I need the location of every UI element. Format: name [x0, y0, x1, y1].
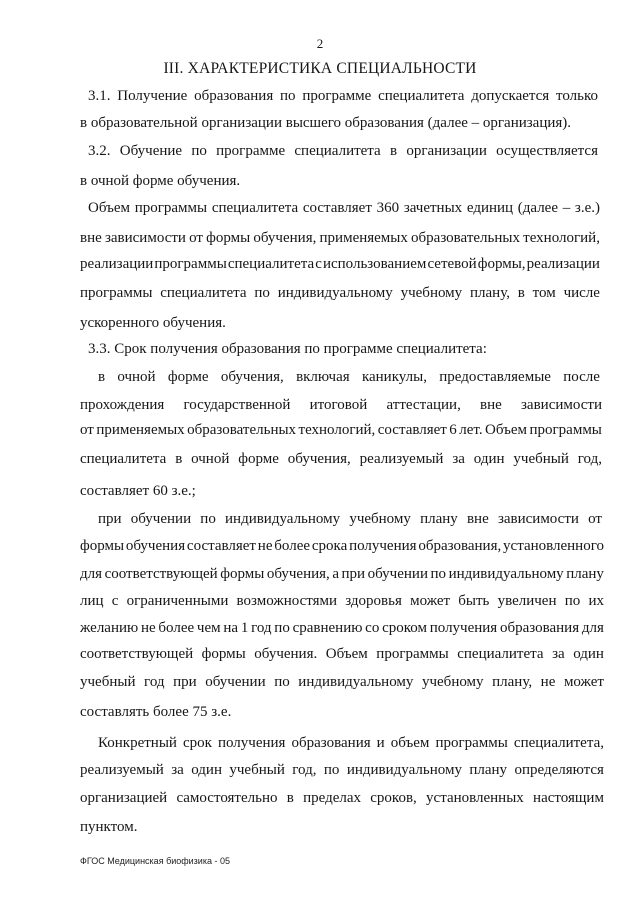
- word: организацией: [80, 790, 168, 806]
- word: образовательных: [411, 230, 520, 246]
- word: здоровья: [345, 593, 402, 609]
- word: зависимости: [104, 230, 186, 246]
- word: том: [532, 285, 556, 301]
- word: образовательных: [187, 422, 297, 438]
- text-line: пунктом.: [80, 819, 138, 835]
- word: 360: [376, 200, 400, 216]
- word: плану: [420, 511, 458, 527]
- word: со: [365, 620, 380, 636]
- page-number: 2: [316, 36, 324, 51]
- word: очной: [191, 451, 230, 467]
- word: учебный: [80, 674, 136, 690]
- word: плану,: [470, 285, 510, 301]
- word: по: [280, 88, 296, 104]
- word: 1: [240, 620, 249, 636]
- word: сроков,: [370, 790, 417, 806]
- word: соответствующей: [104, 566, 218, 582]
- word: срока: [311, 538, 348, 554]
- word: возможностями: [236, 593, 338, 609]
- word: программы: [134, 200, 208, 216]
- word: не: [540, 674, 556, 690]
- word: Объем: [485, 422, 528, 438]
- word: по: [274, 620, 290, 636]
- word: вне: [466, 511, 489, 527]
- word: программы: [80, 285, 153, 301]
- text-line: [80, 790, 604, 807]
- text-line: [80, 538, 604, 555]
- word: образования: [291, 735, 371, 751]
- word: за: [552, 646, 565, 662]
- word: от: [588, 511, 602, 527]
- text-line: [80, 422, 602, 439]
- word: реализации: [80, 256, 154, 272]
- word: специалитета: [294, 143, 381, 159]
- word: применяемых: [319, 230, 408, 246]
- word: технологий,: [523, 230, 600, 246]
- word: предоставляемые: [439, 369, 551, 385]
- word: один: [191, 762, 222, 778]
- word: более: [274, 538, 311, 554]
- word: быть: [458, 593, 490, 609]
- word: включая: [296, 369, 350, 385]
- word: не: [140, 620, 156, 636]
- word: Получение: [117, 88, 188, 104]
- word: 3.1.: [88, 88, 111, 104]
- word: зачетных: [403, 200, 463, 216]
- word: Объем: [88, 200, 130, 216]
- word: 3.2.: [88, 143, 111, 159]
- text-line: [80, 674, 604, 691]
- word: реализации: [526, 256, 600, 272]
- word: программе: [216, 143, 286, 159]
- word: каникулы,: [361, 369, 427, 385]
- word: учебный: [229, 762, 285, 778]
- word: ограниченными: [126, 593, 229, 609]
- word: учебный: [513, 451, 569, 467]
- word: на: [223, 620, 239, 636]
- word: допускается: [471, 88, 550, 104]
- word: лиц: [80, 593, 104, 609]
- word: специалитета: [160, 285, 247, 301]
- word: соответствующей: [80, 646, 194, 662]
- text-line: 3.3. Срок получения образования по программе специалитета:: [88, 341, 487, 357]
- text-line: [80, 566, 604, 583]
- word: сравнению: [292, 620, 363, 636]
- word: обучения,: [253, 230, 317, 246]
- word: образования: [499, 620, 580, 636]
- word: желанию: [80, 620, 139, 636]
- word: обучения,: [266, 566, 330, 582]
- word: формы: [206, 230, 251, 246]
- text-line: [80, 230, 600, 247]
- word: по: [564, 593, 581, 609]
- word: по: [254, 285, 270, 301]
- word: лет.: [459, 422, 483, 438]
- word: Конкретный: [98, 735, 177, 751]
- text-line: [88, 143, 598, 160]
- word: составляет: [302, 200, 372, 216]
- word: индивидуальному: [448, 566, 564, 582]
- word: индивидуальному: [346, 762, 462, 778]
- text-line: [88, 88, 598, 105]
- word: год: [251, 620, 272, 636]
- word: с: [111, 593, 119, 609]
- document-footer: ФГОС Медицинская биофизика - 05: [80, 856, 230, 866]
- word: самостоятельно: [176, 790, 278, 806]
- word: по: [274, 674, 290, 690]
- word: один: [473, 451, 505, 467]
- word: срок: [182, 735, 212, 751]
- word: настоящим: [533, 790, 604, 806]
- word: от: [189, 230, 203, 246]
- word: установленных: [426, 790, 524, 806]
- word: определяются: [514, 762, 604, 778]
- word: обучении: [205, 674, 266, 690]
- word: один: [573, 646, 604, 662]
- word: при: [98, 511, 122, 527]
- word: специалитета,: [513, 735, 604, 751]
- word: по: [200, 511, 216, 527]
- word: может: [410, 593, 451, 609]
- text-line: составляет 60 з.е.;: [80, 483, 196, 499]
- word: год: [144, 674, 165, 690]
- word: год,: [577, 451, 602, 467]
- word: итоговой: [309, 397, 368, 413]
- word: образования: [194, 88, 274, 104]
- text-line: [98, 735, 604, 752]
- word: при: [173, 674, 197, 690]
- word: получения: [349, 538, 417, 554]
- text-line: в очной форме обучения.: [80, 173, 241, 189]
- word: вне: [480, 397, 502, 413]
- word: образования,: [418, 538, 502, 554]
- word: форме: [167, 369, 209, 385]
- word: программы: [529, 422, 602, 438]
- word: получения: [429, 620, 498, 636]
- word: для: [581, 620, 604, 636]
- word: с: [315, 256, 322, 272]
- word: 6: [449, 422, 457, 438]
- text-line: [98, 511, 602, 528]
- word: учебному: [349, 511, 411, 527]
- word: специалитета: [211, 200, 299, 216]
- word: их: [588, 593, 604, 609]
- word: в: [286, 790, 294, 806]
- word: использованием: [322, 256, 427, 272]
- word: программы: [435, 735, 508, 751]
- word: применяемых: [96, 422, 185, 438]
- text-line: [80, 620, 604, 637]
- word: учебному: [400, 285, 463, 301]
- word: сетевой: [427, 256, 477, 272]
- word: по: [323, 762, 340, 778]
- word: обучения: [125, 538, 186, 554]
- word: обучения,: [287, 451, 351, 467]
- text-line: в образовательной организации высшего образования (далее – организация).: [80, 115, 572, 131]
- word: учебному: [421, 674, 484, 690]
- word: зависимости: [497, 511, 579, 527]
- word: форме: [238, 451, 279, 467]
- word: формы: [220, 566, 265, 582]
- word: при: [341, 566, 366, 582]
- word: за: [452, 451, 465, 467]
- text-line: [98, 369, 600, 386]
- word: обучения,: [220, 369, 284, 385]
- word: организации: [406, 143, 487, 159]
- text-line: [80, 646, 604, 663]
- word: единиц: [466, 200, 514, 216]
- word: по: [430, 566, 447, 582]
- word: специалитета: [227, 256, 315, 272]
- word: более: [158, 620, 195, 636]
- word: осуществляется: [496, 143, 598, 159]
- word: формы: [80, 538, 125, 554]
- word: прохождения: [80, 397, 165, 413]
- word: составляет: [186, 538, 256, 554]
- text-line: [80, 762, 604, 779]
- word: а: [332, 566, 339, 582]
- word: чем: [196, 620, 221, 636]
- word: зависимости: [521, 397, 602, 413]
- word: плану: [469, 762, 508, 778]
- word: формы: [201, 646, 246, 662]
- word: в: [98, 369, 106, 385]
- word: по: [191, 143, 207, 159]
- word: технологий,: [298, 422, 376, 438]
- word: очной: [117, 369, 156, 385]
- word: индивидуальному: [225, 511, 341, 527]
- word: государственной: [183, 397, 291, 413]
- text-line: составлять более 75 з.е.: [80, 704, 232, 720]
- word: обучения.: [254, 646, 318, 662]
- word: может: [563, 674, 604, 690]
- word: получения: [217, 735, 286, 751]
- word: з.е.): [574, 200, 600, 216]
- word: установленного: [503, 538, 604, 554]
- word: обучении: [130, 511, 192, 527]
- word: не: [257, 538, 273, 554]
- word: –: [562, 200, 571, 216]
- word: в: [389, 143, 398, 159]
- word: Обучение: [119, 143, 183, 159]
- word: объем: [390, 735, 430, 751]
- word: реализуемый: [80, 762, 164, 778]
- word: (далее: [517, 200, 558, 216]
- word: пределах: [303, 790, 362, 806]
- word: специалитета: [378, 88, 465, 104]
- text-line: [80, 397, 602, 414]
- word: и: [376, 735, 385, 751]
- word: индивидуальному: [298, 674, 414, 690]
- word: обучении: [367, 566, 428, 582]
- word: составляет: [377, 422, 447, 438]
- word: увеличен: [497, 593, 557, 609]
- text-line: [80, 593, 604, 610]
- word: для: [80, 566, 103, 582]
- word: только: [555, 88, 598, 104]
- word: программы: [376, 646, 449, 662]
- word: формы,: [477, 256, 526, 272]
- text-line: [80, 451, 602, 468]
- text-line: ускоренного обучения.: [80, 315, 226, 331]
- word: специалитета: [80, 451, 167, 467]
- word: после: [563, 369, 600, 385]
- word: программе: [302, 88, 372, 104]
- word: числе: [563, 285, 600, 301]
- word: за: [171, 762, 184, 778]
- word: Объем: [325, 646, 368, 662]
- word: сроком: [382, 620, 427, 636]
- word: в: [175, 451, 183, 467]
- word: вне: [80, 230, 102, 246]
- word: специалитета: [457, 646, 544, 662]
- word: аттестации,: [386, 397, 461, 413]
- word: год,: [292, 762, 317, 778]
- word: реализуемый: [359, 451, 444, 467]
- text-line: [80, 256, 600, 273]
- word: плану,: [492, 674, 533, 690]
- word: плану: [566, 566, 604, 582]
- word: в: [517, 285, 525, 301]
- word: программы: [154, 256, 227, 272]
- section-heading: III. ХАРАКТЕРИСТИКА СПЕЦИАЛЬНОСТИ: [163, 60, 477, 77]
- word: индивидуальному: [277, 285, 393, 301]
- word: от: [80, 422, 94, 438]
- text-line: [80, 285, 600, 302]
- text-line: [88, 200, 600, 217]
